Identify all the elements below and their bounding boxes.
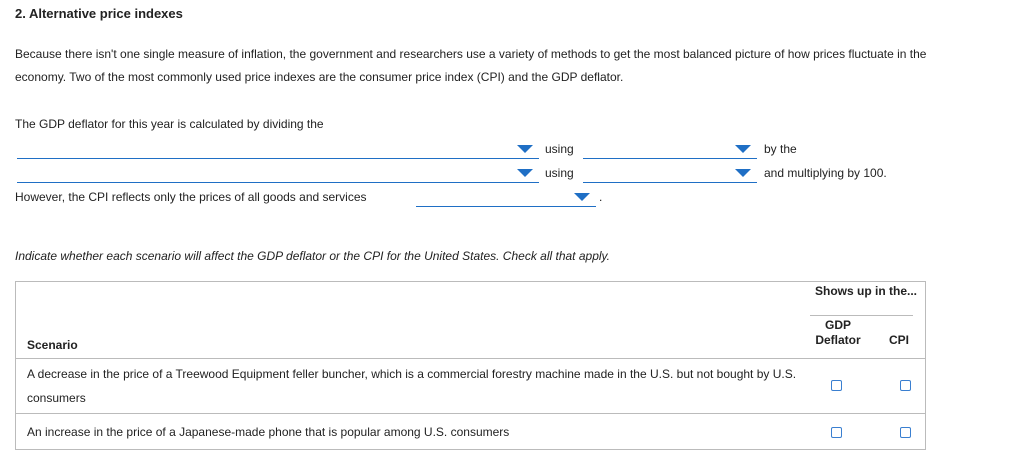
chevron-down-icon xyxy=(517,145,533,153)
question-title: 2. Alternative price indexes xyxy=(15,6,183,21)
checkbox-gdp-row2[interactable] xyxy=(831,427,842,438)
chevron-down-icon xyxy=(574,193,590,201)
dropdown-cpi-goods[interactable] xyxy=(416,188,596,207)
table-row xyxy=(16,359,926,414)
period: . xyxy=(599,190,603,204)
word-using-2: using xyxy=(545,166,574,180)
dropdown-gdp-denominator[interactable] xyxy=(17,164,539,183)
checkbox-cpi-row2[interactable] xyxy=(900,427,911,438)
scenario-header: Scenario xyxy=(27,338,78,352)
intro-paragraph: Because there isn't one single measure of inflation, the government and researchers use a variety of methods to get the most balanced picture of how prices fluctuate in the economy. Two of the most commonly used price indexes are the consumer price index (CPI) and the GDP deflator. xyxy=(15,47,927,84)
word-multiply: and multiplying by 100. xyxy=(764,166,887,180)
table-row xyxy=(16,414,926,450)
checkbox-gdp-row1[interactable] xyxy=(831,380,842,391)
gdp-sentence: The GDP deflator for this year is calculated by dividing the xyxy=(15,117,324,131)
dropdown-gdp-denominator-prices[interactable] xyxy=(583,164,757,183)
col-gdp-deflator: GDP Deflator xyxy=(815,318,861,347)
word-by-the: by the xyxy=(764,142,797,156)
chevron-down-icon xyxy=(735,145,751,153)
shows-up-header xyxy=(807,282,926,359)
group-title: Shows up in the... xyxy=(815,284,917,298)
dropdown-gdp-numerator[interactable] xyxy=(17,140,539,159)
word-using-1: using xyxy=(545,142,574,156)
cpi-sentence: However, the CPI reflects only the prices of all goods and services xyxy=(15,190,367,204)
scenario-table xyxy=(15,281,926,450)
chevron-down-icon xyxy=(517,169,533,177)
scenario-text: An increase in the price of a Japanese-made phone that is popular among U.S. consumers xyxy=(16,414,808,450)
dropdown-gdp-numerator-prices[interactable] xyxy=(583,140,757,159)
instruction-text: Indicate whether each scenario will affect the GDP deflator or the CPI for the United States. Check all that apply. xyxy=(15,249,610,263)
scenario-text: A decrease in the price of a Treewood Equipment feller buncher, which is a commercial forestry machine made in the U.S. but not bought by U.S. consumers xyxy=(16,359,808,414)
checkbox-cpi-row1[interactable] xyxy=(900,380,911,391)
chevron-down-icon xyxy=(735,169,751,177)
col-cpi: CPI xyxy=(888,333,909,347)
